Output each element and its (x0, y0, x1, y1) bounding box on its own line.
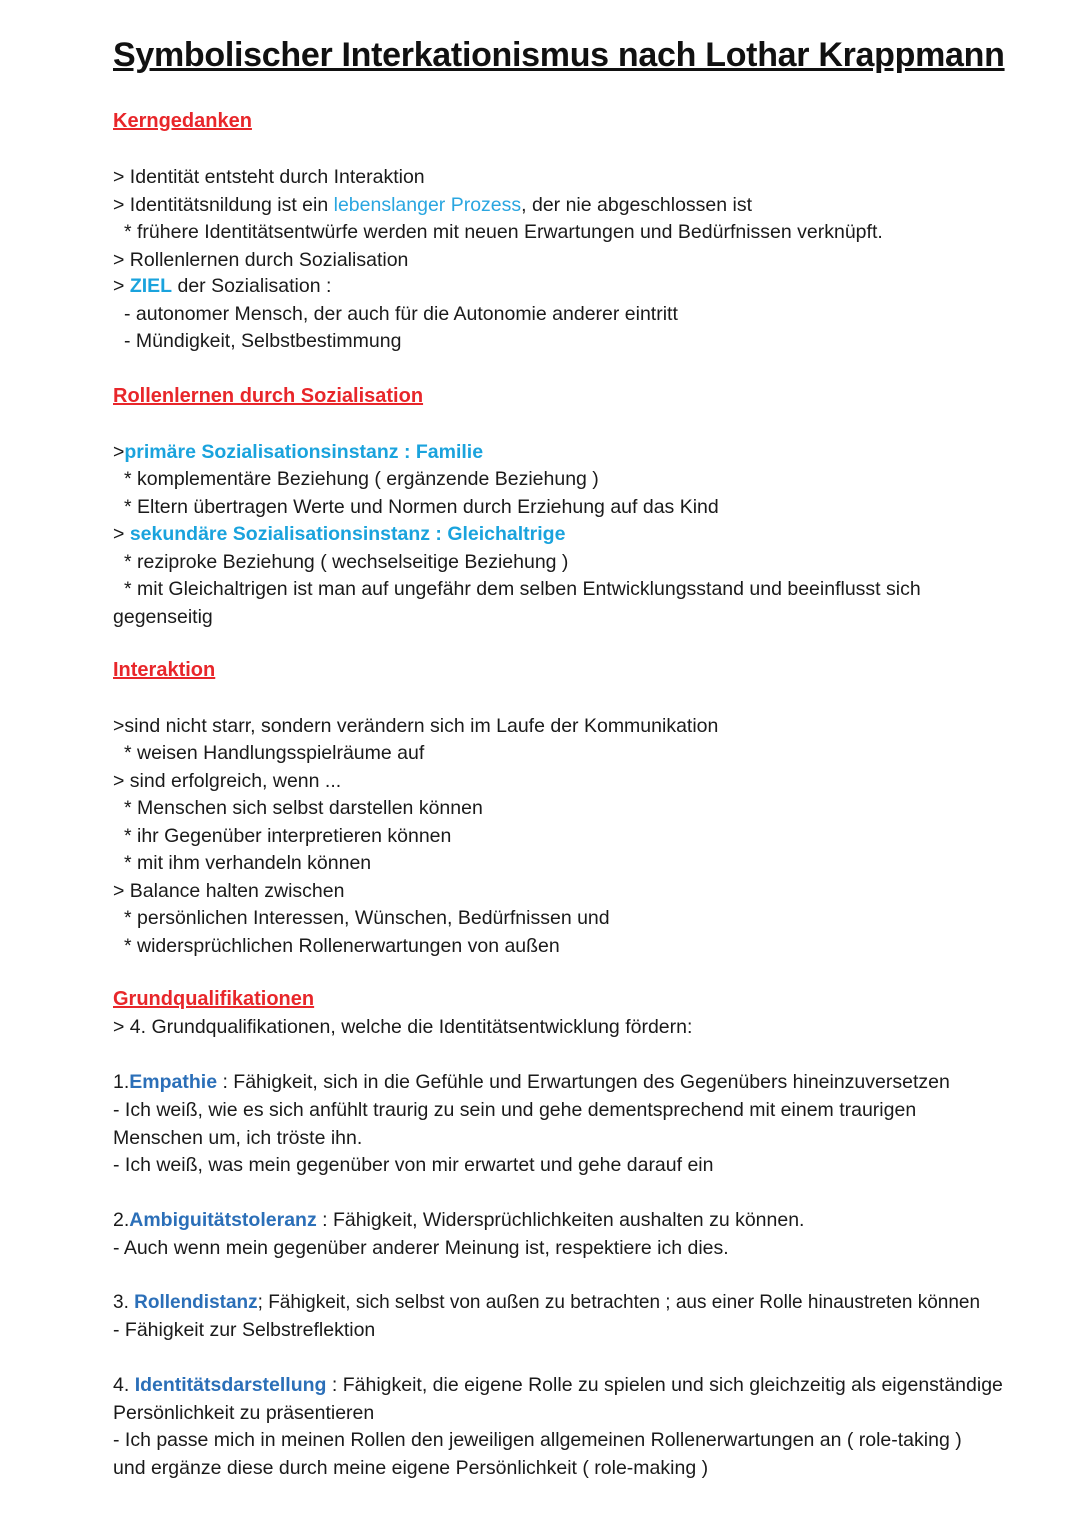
text-line: - Ich weiß, was mein gegenüber von mir erwartet und gehe darauf ein (113, 1154, 714, 1176)
text-line (113, 274, 331, 298)
text-line: * weisen Handlungsspielräume auf (124, 742, 425, 764)
text-span: 4. (113, 1374, 135, 1396)
text-span: 2. (113, 1209, 130, 1231)
text-line: * komplementäre Beziehung ( ergänzende Beziehung ) (124, 468, 599, 490)
heading-rollenlernen: Rollenlernen durch Sozialisation (113, 385, 424, 407)
page-title: Symbolischer Interkationismus nach Lothar Krappmann (113, 36, 1005, 74)
term-rollendistanz: Rollendistanz (134, 1292, 258, 1313)
text-line: * mit Gleichaltrigen ist man auf ungefähr dem selben Entwicklungsstand und beeinflusst sich (124, 578, 921, 600)
text-line: * widersprüchlichen Rollenerwartungen von außen (124, 935, 560, 957)
text-line: > 4. Grundqualifikationen, welche die Identitätsentwicklung fördern: (113, 1016, 693, 1038)
text-line (113, 193, 752, 217)
text-span: > (113, 523, 130, 545)
highlight-primaere-instanz: primäre Sozialisationsinstanz : Familie (124, 441, 484, 463)
text-line: * reziproke Beziehung ( wechselseitige Beziehung ) (124, 551, 569, 573)
term-empathie: Empathie (129, 1071, 218, 1093)
text-line: * Eltern übertragen Werte und Normen durch Erziehung auf das Kind (124, 496, 719, 518)
text-line (113, 1070, 950, 1094)
text-line: Menschen um, ich tröste ihn. (113, 1127, 363, 1149)
text-span: der Sozialisation : (172, 275, 332, 297)
text-line (113, 1373, 1003, 1397)
text-line: > Balance halten zwischen (113, 880, 345, 902)
text-line: >sind nicht starr, sondern verändern sich im Laufe der Kommunikation (113, 715, 719, 737)
text-line: > Rollenlernen durch Sozialisation (113, 249, 409, 271)
text-line: Persönlichkeit zu präsentieren (113, 1402, 375, 1424)
text-line: - Fähigkeit zur Selbstreflektion (113, 1319, 376, 1341)
text-span: , der nie abgeschlossen ist (521, 194, 753, 216)
text-line (113, 440, 483, 464)
highlight-lebenslanger-prozess: lebenslanger Prozess (333, 194, 522, 216)
text-line: > sind erfolgreich, wenn ... (113, 770, 342, 792)
highlight-ziel: ZIEL (129, 275, 173, 297)
heading-kerngedanken: Kerngedanken (113, 110, 252, 132)
text-line: - Auch wenn mein gegenüber anderer Meinung ist, respektiere ich dies. (113, 1237, 729, 1259)
text-line (113, 522, 565, 546)
term-identitaetsdarstellung: Identitätsdarstellung (134, 1374, 327, 1396)
text-span: > Identitätsnildung ist ein (113, 194, 334, 216)
text-span: > (113, 275, 130, 297)
text-line: * persönlichen Interessen, Wünschen, Bedürfnissen und (124, 907, 610, 929)
text-line: gegenseitig (113, 606, 213, 628)
text-span: ; Fähigkeit, sich selbst von außen zu betrachten ; aus einer Rolle hinaustreten können (257, 1292, 981, 1313)
text-span: 1. (113, 1071, 130, 1093)
text-line: und ergänze diese durch meine eigene Persönlichkeit ( role-making ) (113, 1457, 709, 1479)
text-line: - Ich passe mich in meinen Rollen den jeweiligen allgemeinen Rollenerwartungen an ( role-taking ) (113, 1429, 962, 1451)
text-line: * ihr Gegenüber interpretieren können (124, 825, 452, 847)
heading-interaktion: Interaktion (113, 659, 216, 681)
text-line: * mit ihm verhandeln können (124, 852, 372, 874)
text-line: * frühere Identitätsentwürfe werden mit neuen Erwartungen und Bedürfnissen verknüpft. (124, 221, 883, 243)
text-line (113, 1291, 980, 1315)
term-ambiguitaetstoleranz: Ambiguitätstoleranz (129, 1209, 317, 1231)
text-line: - Ich weiß, wie es sich anfühlt traurig zu sein und gehe dementsprechend mit einem traurigen (113, 1099, 917, 1121)
text-span: : Fähigkeit, Widersprüchlichkeiten aushalten zu können. (316, 1209, 805, 1231)
text-line: * Menschen sich selbst darstellen können (124, 797, 483, 819)
text-span: : Fähigkeit, die eigene Rolle zu spielen und sich gleichzeitig als eigenständige (326, 1374, 1003, 1396)
highlight-sekundaere-instanz: sekundäre Sozialisationsinstanz : Gleichaltrige (129, 523, 566, 545)
text-span: 3. (113, 1292, 135, 1313)
text-line: - autonomer Mensch, der auch für die Autonomie anderer eintritt (124, 303, 678, 325)
text-span: : Fähigkeit, sich in die Gefühle und Erwartungen des Gegenübers hineinzuversetzen (217, 1071, 950, 1093)
text-line (113, 1208, 804, 1232)
heading-grundqualifikationen: Grundqualifikationen (113, 988, 315, 1010)
text-line: > Identität entsteht durch Interaktion (113, 166, 425, 188)
text-span: > (113, 441, 125, 463)
text-line: - Mündigkeit, Selbstbestimmung (124, 330, 402, 352)
